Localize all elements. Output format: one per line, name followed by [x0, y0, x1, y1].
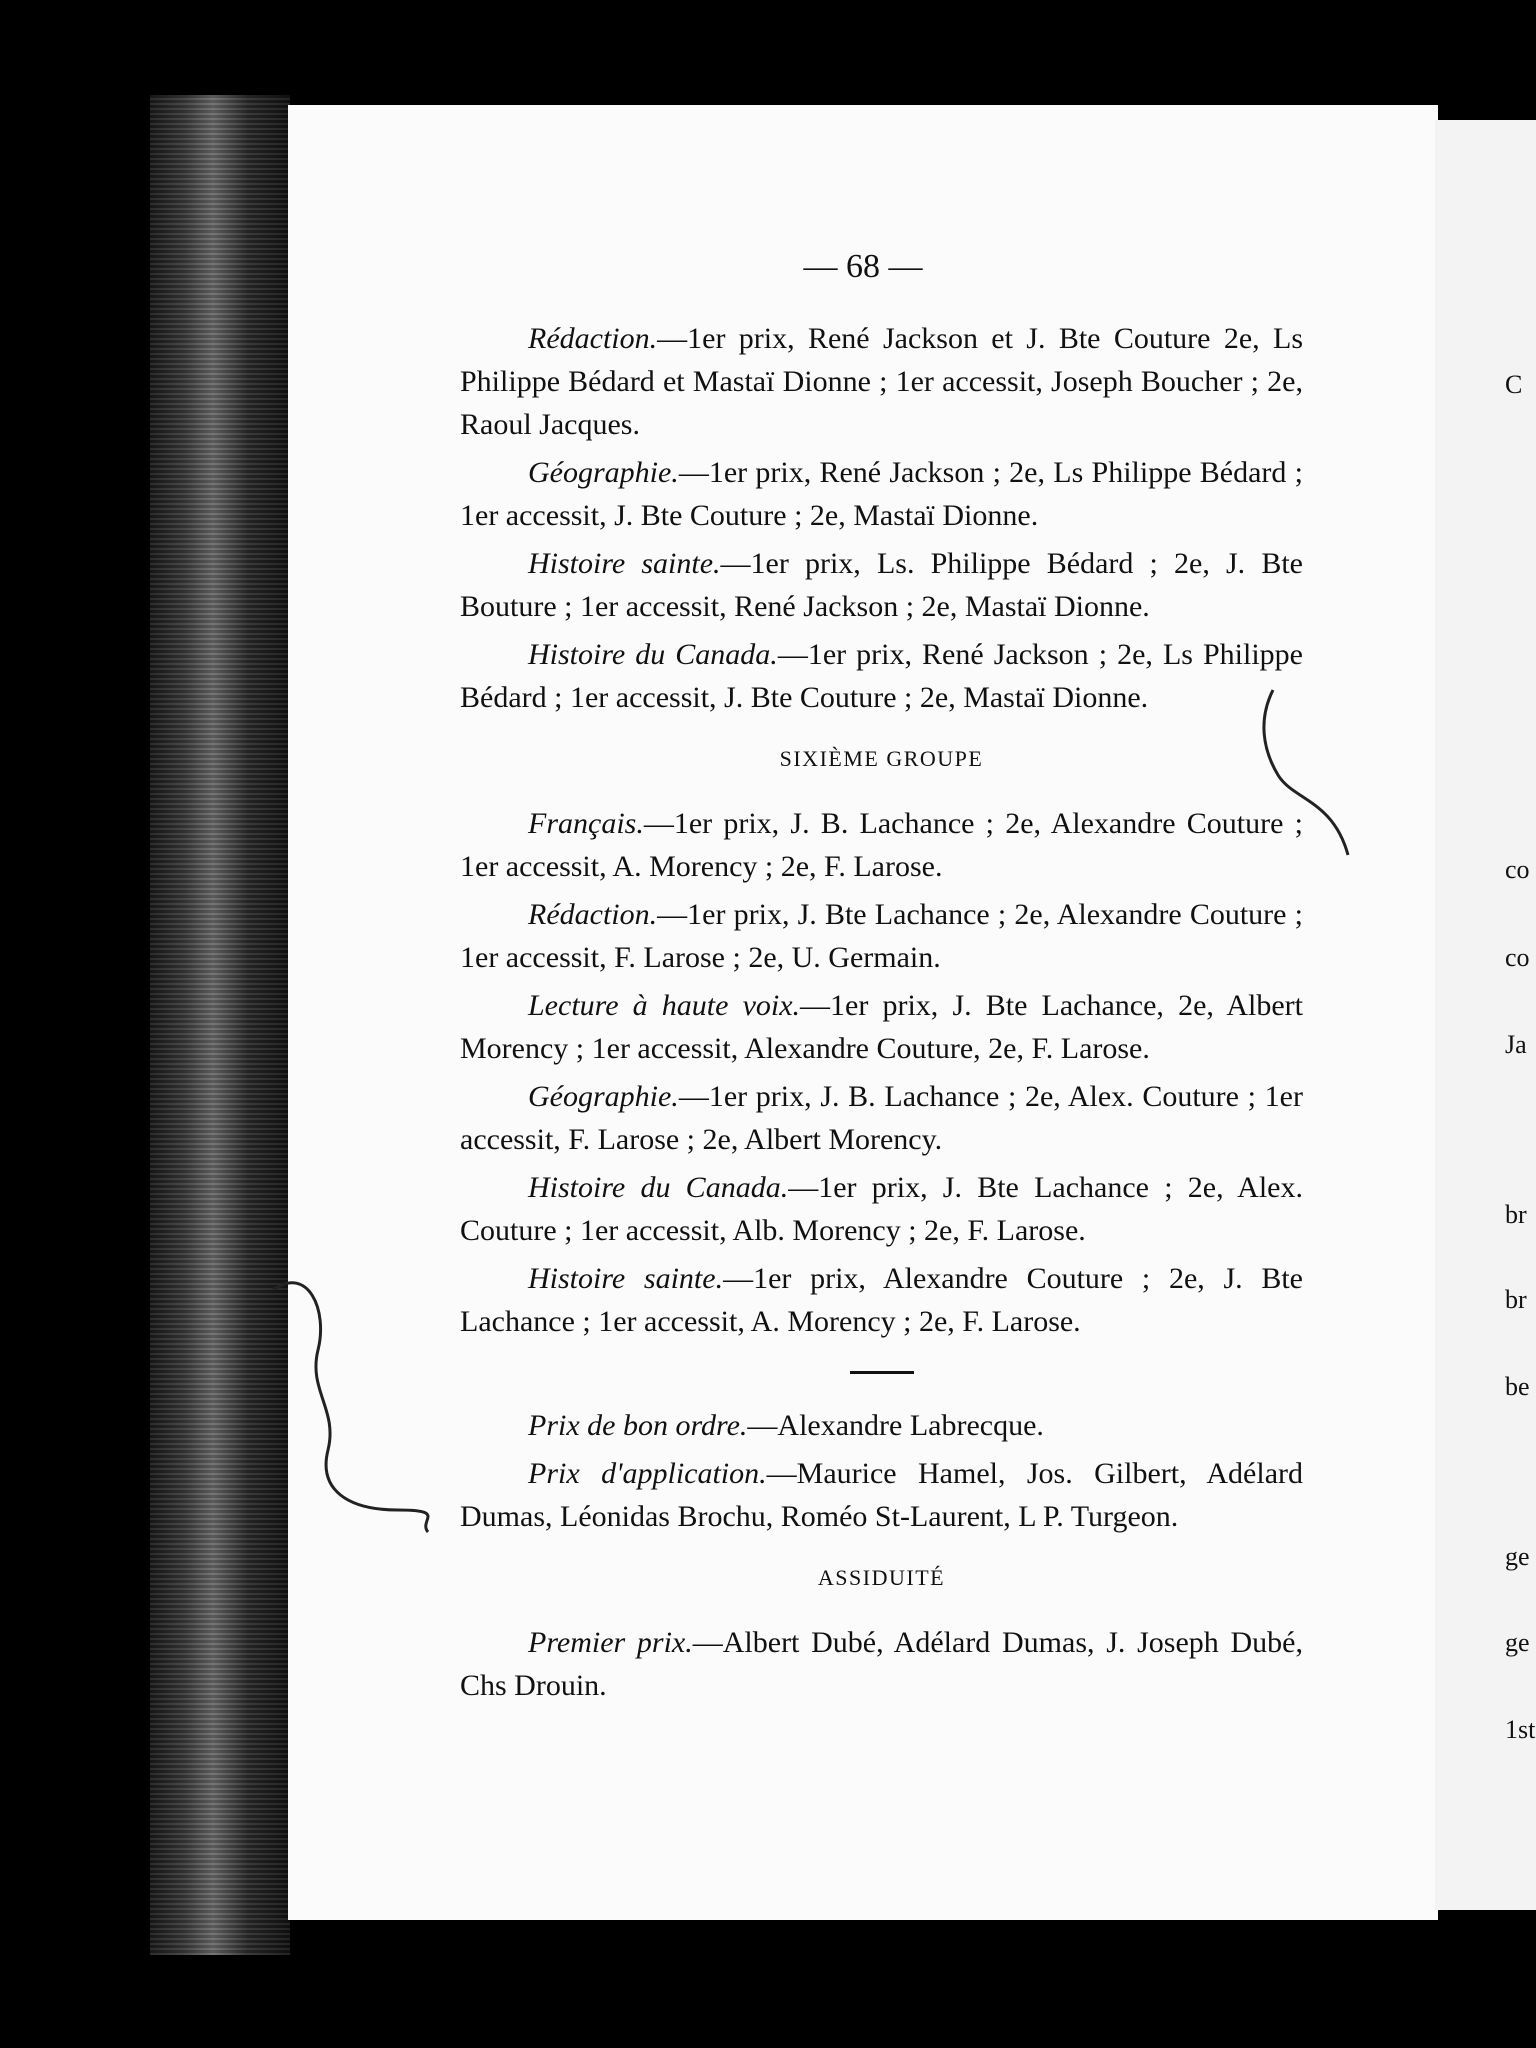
entry-text: —1er prix, René Jackson ; 2e, Ls Philippe Bédard ; 1er accessit, J. Bte Couture ; 2e, Mastaï Dionne. [460, 456, 1303, 532]
entry [460, 1075, 1303, 1161]
section-divider [850, 1371, 914, 1374]
entry-text: —1er prix, Ls. Philippe Bédard ; 2e, J. Bte Bouture ; 1er accessit, René Jackson ; 2e, Mastaï Dionne. [460, 547, 1303, 623]
facing-page-edge [1435, 120, 1536, 1910]
entry-label: Prix de bon ordre. [528, 1409, 748, 1442]
entry-label: Histoire du Canada. [528, 1171, 789, 1204]
entry-text: —1er prix, J. B. Lachance ; 2e, Alex. Couture ; 1er accessit, F. Larose ; 2e, Albert Morency. [460, 1080, 1303, 1156]
entry [460, 451, 1303, 537]
entry-label: Premier prix. [528, 1626, 693, 1659]
scan-hair-artifact [268, 1270, 448, 1550]
facing-page-fragment: br [1505, 1285, 1527, 1314]
entry-label: Histoire du Canada. [528, 638, 778, 671]
entry [460, 893, 1303, 979]
entry [460, 1452, 1303, 1538]
entry [460, 1257, 1303, 1343]
entry-text: —1er prix, Alexandre Couture ; 2e, J. Bte Lachance ; 1er accessit, A. Morency ; 2e, F. Larose. [460, 1262, 1303, 1338]
entry-text: —Albert Dubé, Adélard Dumas, J. Joseph Dubé, Chs Drouin. [460, 1626, 1303, 1702]
page-content [460, 317, 1303, 1712]
entry-label: Géographie. [528, 456, 679, 489]
section-heading: ASSIDUITÉ [817, 1565, 946, 1590]
entry-label: Histoire sainte. [528, 1262, 724, 1295]
entry-text: —1er prix, J. Bte Lachance ; 2e, Alexandre Couture ; 1er accessit, F. Larose ; 2e, U. Germain. [460, 898, 1303, 974]
facing-page-fragment: be [1505, 1372, 1530, 1401]
entry [460, 542, 1303, 628]
entry [460, 802, 1303, 888]
entry [460, 1166, 1303, 1252]
entry-label: Histoire sainte. [528, 547, 721, 580]
facing-page-fragment: Ja [1505, 1030, 1527, 1059]
facing-page-fragment: ge [1505, 1542, 1530, 1571]
entry-label: Prix d'application. [528, 1457, 767, 1490]
entry [460, 1621, 1303, 1707]
section-heading: SIXIÈME GROUPE [779, 746, 984, 771]
entry-label: Géographie. [528, 1080, 679, 1113]
entry-label: Français. [528, 807, 644, 840]
entry-text: —1er prix, J. Bte Lachance, 2e, Albert Morency ; 1er accessit, Alexandre Couture, 2e, F. Larose. [460, 989, 1303, 1065]
facing-page-fragment: br [1505, 1200, 1527, 1229]
facing-page-fragment: ge [1505, 1628, 1530, 1657]
facing-page-fragment: co [1505, 855, 1530, 884]
facing-page-fragment: C [1505, 370, 1523, 399]
entry-text: —1er prix, J. Bte Lachance ; 2e, Alex. Couture ; 1er accessit, Alb. Morency ; 2e, F. Larose. [460, 1171, 1303, 1247]
entry-text: —Alexandre Labrecque. [747, 1409, 1044, 1442]
facing-page-fragment: 1st [1505, 1715, 1536, 1744]
entry [460, 984, 1303, 1070]
entry [460, 317, 1303, 446]
page-number: — 68 — [803, 248, 923, 285]
entry-label: Rédaction. [528, 898, 658, 931]
entry [460, 633, 1303, 719]
book-spine [150, 95, 290, 1955]
facing-page-fragment: co [1505, 943, 1530, 972]
entry [460, 1404, 1303, 1447]
book-page [288, 105, 1438, 1920]
entry-label: Rédaction. [528, 322, 658, 355]
entry-text: —1er prix, J. B. Lachance ; 2e, Alexandre Couture ; 1er accessit, A. Morency ; 2e, F. Larose. [460, 807, 1303, 883]
scan-hair-artifact [1253, 680, 1363, 880]
entry-label: Lecture à haute voix. [528, 989, 801, 1022]
entry-text: —1er prix, René Jackson ; 2e, Ls Philippe Bédard ; 1er accessit, J. Bte Couture ; 2e, Mastaï Dionne. [460, 638, 1303, 714]
entry-text: —Maurice Hamel, Jos. Gilbert, Adélard Dumas, Léonidas Brochu, Roméo St-Laurent, L P. Turgeon. [460, 1457, 1303, 1533]
entry-text: —1er prix, René Jackson et J. Bte Couture 2e, Ls Philippe Bédard et Mastaï Dionne ; 1er accessit, Joseph Boucher ; 2e, Raoul Jacques. [460, 322, 1303, 441]
